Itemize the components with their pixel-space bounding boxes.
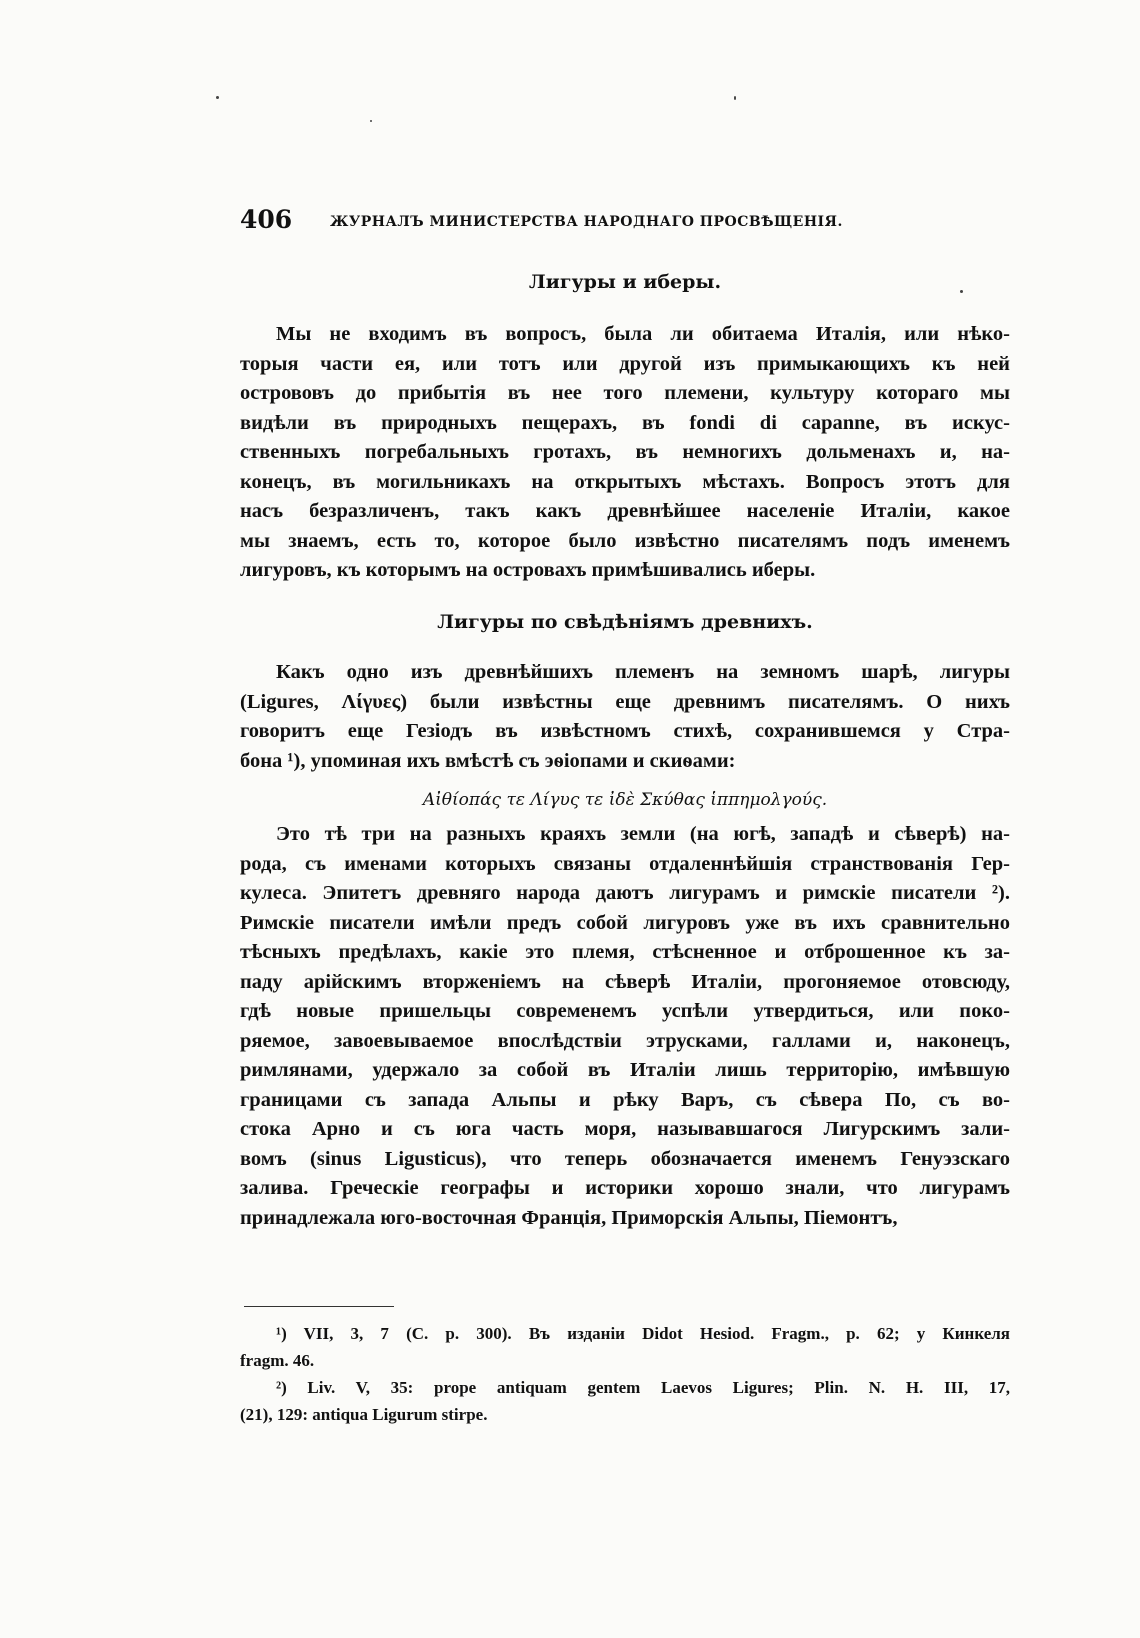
footnote xyxy=(240,1374,1010,1428)
text-line: стока Арно и съ юга часть моря, называвшагося Лигурскимъ зали- xyxy=(240,1118,1010,1140)
section-heading: Лигуры и иберы. xyxy=(528,271,722,293)
text-line: Какъ одно изъ древнѣйшихъ племенъ на земномъ шарѣ, лигуры xyxy=(276,661,1010,683)
text-line: Это тѣ три на разныхъ краяхъ земли (на югѣ, западѣ и сѣверѣ) на- xyxy=(276,823,1010,845)
footnotes xyxy=(240,1320,1010,1428)
text-line: бона ¹), упоминая ихъ вмѣстѣ съ эѳіопами и скиѳами: xyxy=(240,749,736,772)
text-line: вомъ (sinus Ligusticus), что теперь обозначается именемъ Генуэзскаго xyxy=(240,1147,1010,1170)
text-line: принадлежала юго-восточная Франція, Приморскія Альпы, Піемонтъ, xyxy=(240,1206,898,1229)
text-line: видѣли въ природныхъ пещерахъ, въ fondi di capanne, въ искус- xyxy=(240,411,1010,434)
text-line: рода, съ именами которыхъ связаны отдаленнѣйшія странствованія Гер- xyxy=(240,852,1010,875)
footnote-line: ¹) VII, 3, 7 (С. р. 300). Въ изданіи Didot Hesiod. Fragm., р. 62; у Кинкеля xyxy=(276,1324,1010,1343)
text-line: кулеса. Эпитетъ древняго народа даютъ лигурамъ и римскіе писатели ²). xyxy=(240,882,1010,904)
text-line: конецъ, въ могильникахъ на открытыхъ мѣстахъ. Вопросъ этотъ для xyxy=(240,470,1010,493)
text-line: Мы не входимъ въ вопросъ, была ли обитаема Италія, или нѣко- xyxy=(276,323,1010,345)
text-line: ственныхъ погребальныхъ гротахъ, въ немногихъ дольменахъ и, на- xyxy=(240,441,1010,463)
paragraph xyxy=(240,320,1010,586)
text-line: тѣсныхъ предѣлахъ, какіе это племя, стѣсненное и отброшенное къ за- xyxy=(240,941,1010,963)
text-line: говоритъ еще Гезіодъ въ извѣстномъ стихѣ, сохранившемся у Стра- xyxy=(240,720,1010,742)
paragraph xyxy=(240,820,1010,1233)
running-title: ЖУРНАЛЪ МИНИСТЕРСТВА НАРОДНАГО ПРОСВѢЩЕНІЯ. xyxy=(330,214,843,230)
footnote-separator xyxy=(244,1306,394,1307)
scan-speck xyxy=(370,120,372,122)
text-line: ряемое, завоевываемое впослѣдствіи этрусками, галлами и, наконецъ, xyxy=(240,1029,1010,1052)
footnote-line: fragm. 46. xyxy=(240,1351,315,1370)
footnote-line: ²) Liv. V, 35: prope antiquam gentem Laevos Ligures; Plin. N. H. III, 17, xyxy=(276,1378,1010,1397)
section-heading: Лигуры по свѣдѣніямъ древнихъ. xyxy=(437,611,813,633)
paragraph xyxy=(240,658,1010,776)
greek-quotation: Αἰθίοπάς τε Λίγυς τε ἰδὲ Σκύθας ἱππημολγούς. xyxy=(422,790,828,810)
text-line: насъ безразличенъ, такъ какъ древнѣйшее населеніе Италіи, какое xyxy=(240,500,1010,522)
text-line: границами съ запада Альпы и рѣку Варъ, съ сѣвера По, съ во- xyxy=(240,1088,1010,1111)
text-line: острововъ до прибытія въ нее того племени, культуру котораго мы xyxy=(240,382,1010,404)
text-line: гдѣ новые пришельцы современемъ успѣли утвердиться, или поко- xyxy=(240,1000,1010,1022)
text-line: паду арійскимъ вторженіемъ на сѣверѣ Италіи, прогоняемое отовсюду, xyxy=(240,970,1010,993)
text-line: (Ligures, Λίγυες) были извѣстны еще древнимъ писателямъ. О нихъ xyxy=(240,690,1010,713)
footnote-line: (21), 129: antiqua Ligurum stirpe. xyxy=(240,1405,488,1424)
scan-speck xyxy=(216,96,219,99)
footnote xyxy=(240,1320,1010,1374)
page-number: 406 xyxy=(240,205,293,234)
text-line: римлянами, удержало за собой въ Италіи лишь территорію, имѣвшую xyxy=(240,1059,1010,1081)
text-line: лигуровъ, къ которымъ на островахъ примѣшивались иберы. xyxy=(240,559,816,581)
text-line: мы знаемъ, есть то, которое было извѣстно писателямъ подъ именемъ xyxy=(240,529,1010,552)
text-line: Римскіе писатели имѣли предъ собой лигуровъ уже въ ихъ сравнительно xyxy=(240,911,1010,934)
text-line: залива. Греческіе географы и историки хорошо знали, что лигурамъ xyxy=(240,1177,1010,1199)
text-line: торыя части ея, или тотъ или другой изъ примыкающихъ къ ней xyxy=(240,352,1010,375)
scan-speck xyxy=(734,96,736,100)
page-header xyxy=(240,203,1010,237)
